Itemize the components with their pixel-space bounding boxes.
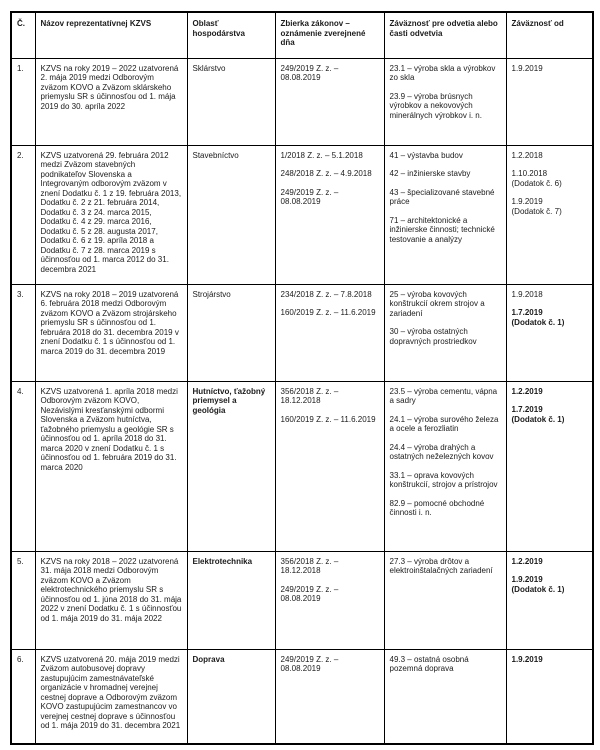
industry-entry: 23.1 – výroba skla a výrobkov zo skla xyxy=(389,63,496,82)
effective-date: 1.9.2018 xyxy=(511,289,543,299)
kzvs-name: KZVS na roky 2018 – 2019 uzatvorená 6. februára 2018 medzi Odborovým zväzom KOVO a Zväzom strojárskeho priemyslu SR s účinnosťou od 1. februára 2018 do 31. decembra 2019 v znení Dodatku č. 1 s účinnosťou od 1. marca 2019 do 31. decembra 2019 xyxy=(35,284,187,381)
effective-note: (Dodatok č. 6) xyxy=(511,178,562,188)
effective-date: 1.2.2019 xyxy=(511,386,543,396)
effective-cell xyxy=(506,58,593,145)
gazette-cell xyxy=(275,649,384,744)
effective-entry xyxy=(512,169,588,188)
industry-entry: 71 – architektonické a inžinierske činnosti; technické testovanie a analýzy xyxy=(389,215,495,244)
effective-entry xyxy=(512,557,588,567)
industries-cell xyxy=(384,58,506,145)
gazette-entry: 1/2018 Z. z. – 5.1.2018 xyxy=(280,150,363,160)
industry-entry: 41 – výstavba budov xyxy=(389,150,463,160)
effective-note: (Dodatok č. 1) xyxy=(511,584,565,594)
row-number: 3. xyxy=(11,284,35,381)
effective-date: 1.10.2018 xyxy=(511,169,548,178)
header-sector: Oblasť hospodárstva xyxy=(187,12,275,58)
header-industries: Záväznosť pre odvetia alebo časti odvetvia xyxy=(384,12,506,58)
gazette-entry: 249/2019 Z. z. – 08.08.2019 xyxy=(280,584,339,603)
effective-entry xyxy=(512,387,588,397)
effective-cell xyxy=(506,145,593,284)
industry-entry: 82.9 – pomocné obchodné činnosti i. n. xyxy=(389,498,485,517)
industries-cell xyxy=(384,649,506,744)
header-number: Č. xyxy=(11,12,35,58)
gazette-entry: 249/2019 Z. z. – 08.08.2019 xyxy=(280,63,339,82)
table-row xyxy=(11,381,593,551)
effective-entry xyxy=(512,151,588,161)
industry-entry: 42 – inžinierske stavby xyxy=(389,169,471,178)
effective-entry xyxy=(512,405,588,424)
industry-entry: 23.5 – výroba cementu, vápna a sadry xyxy=(389,386,498,405)
effective-date: 1.9.2019 xyxy=(511,654,543,664)
industry-entry: 43 – špecializované stavebné práce xyxy=(389,187,495,206)
effective-cell xyxy=(506,551,593,649)
table-row xyxy=(11,58,593,145)
sector: Elektrotechnika xyxy=(187,551,275,649)
effective-cell xyxy=(506,284,593,381)
industry-entry: 23.9 – výroba brúsnych výrobkov a nekovových minerálnych výrobkov i. n. xyxy=(389,91,482,120)
sector: Sklárstvo xyxy=(187,58,275,145)
effective-note: (Dodatok č. 7) xyxy=(511,206,562,216)
industries-cell xyxy=(384,145,506,284)
industry-entry: 30 – výroba ostatných dopravných prostriedkov xyxy=(389,327,477,346)
industry-entry: 24.1 – výroba surového železa a ocele a ferozliatin xyxy=(389,414,499,433)
gazette-entry: 356/2018 Z. z. – 18.12.2018 xyxy=(280,386,339,405)
industry-entry: 25 – výroba kovových konštrukcií okrem strojov a zariadení xyxy=(389,289,485,318)
kzvs-table xyxy=(10,11,594,745)
gazette-cell xyxy=(275,551,384,649)
kzvs-name: KZVS na roky 2019 – 2022 uzatvorená 2. mája 2019 medzi Odborovým zväzom KOVO a Zväzom sklárskeho priemyslu SR s účinnosťou od 1. mája 2019 do 30. apríla 2022 xyxy=(35,58,187,145)
table-row xyxy=(11,284,593,381)
industries-cell xyxy=(384,284,506,381)
sector: Doprava xyxy=(187,649,275,744)
kzvs-name: KZVS uzatvorená 1. apríla 2018 medzi Odborovým zväzom KOVO, Nezávislými kresťanskými odbormi Slovenska a Zväzom hutníctva, ťažobného priemyslu a geológie SR s účinnosťou od 1. apríla 2018 do 31. marca 2020 v znení Dodatku č. 1 s účinnosťou od 1. februára 2019 do 31. marca 2020 xyxy=(35,381,187,551)
effective-date: 1.9.2019 xyxy=(511,63,543,73)
industries-cell xyxy=(384,551,506,649)
kzvs-name: KZVS uzatvorená 20. mája 2019 medzi Zväzom autobusovej dopravy zastupujúcim zamestnávateľské organizácie v hromadnej verejnej cestnej doprave a Odborovým zväzom KOVO zastupujúcim zamestnancov vo verejnej cestnej doprave s účinnosťou od 1. mája 2019 do 31. decembra 2021 xyxy=(35,649,187,744)
effective-date: 1.7.2019 xyxy=(511,308,543,317)
kzvs-name: KZVS na roky 2018 – 2022 uzatvorená 31. mája 2018 medzi Odborovým zväzom KOVO a Zväzom elektrotechnického priemyslu SR s účinnosťou od 1. júna 2018 do 31. mája 2022 v znení Dodatku č. 1 s účinnosťou od 1. mája 2019 do 31. mája 2022 xyxy=(35,551,187,649)
effective-note: (Dodatok č. 1) xyxy=(511,414,565,424)
gazette-entry: 160/2019 Z. z. – 11.6.2019 xyxy=(280,308,376,317)
gazette-entry: 160/2019 Z. z. – 11.6.2019 xyxy=(280,414,376,424)
gazette-cell xyxy=(275,58,384,145)
sector: Strojárstvo xyxy=(187,284,275,381)
effective-entry xyxy=(512,575,588,594)
header-kzvs-name: Názov reprezentatívnej KZVS xyxy=(35,12,187,58)
header-gazette: Zbierka zákonov – oznámenie zverejnené dňa xyxy=(275,12,384,58)
effective-date: 1.2.2019 xyxy=(511,556,543,566)
gazette-entry: 356/2018 Z. z. – 18.12.2018 xyxy=(280,556,339,575)
gazette-entry: 234/2018 Z. z. – 7.8.2018 xyxy=(280,289,372,299)
row-number: 4. xyxy=(11,381,35,551)
effective-date: 1.2.2018 xyxy=(511,150,543,160)
effective-entry xyxy=(512,655,588,665)
industry-entry: 49.3 – ostatná osobná pozemná doprava xyxy=(389,654,469,673)
sector: Stavebníctvo xyxy=(187,145,275,284)
table-row xyxy=(11,649,593,744)
industry-entry: 24.4 – výroba drahých a ostatných neželezných kovov xyxy=(389,442,494,461)
effective-date: 1.7.2019 xyxy=(511,405,543,414)
effective-cell xyxy=(506,649,593,744)
industry-entry: 27.3 – výroba drôtov a elektroinštalačných zariadení xyxy=(389,556,493,575)
row-number: 5. xyxy=(11,551,35,649)
gazette-cell xyxy=(275,284,384,381)
gazette-cell xyxy=(275,145,384,284)
effective-entry xyxy=(512,290,588,300)
sector: Hutníctvo, ťažobný priemysel a geológia xyxy=(187,381,275,551)
effective-entry xyxy=(512,197,588,216)
industry-entry: 33.1 – oprava kovových konštrukcií, strojov a prístrojov xyxy=(389,470,498,489)
effective-date: 1.9.2019 xyxy=(511,197,543,206)
effective-cell xyxy=(506,381,593,551)
row-number: 6. xyxy=(11,649,35,744)
header-effective-from: Záväznosť od xyxy=(506,12,593,58)
table-row xyxy=(11,551,593,649)
gazette-cell xyxy=(275,381,384,551)
effective-note: (Dodatok č. 1) xyxy=(511,317,565,327)
effective-date: 1.9.2019 xyxy=(511,575,543,584)
gazette-entry: 249/2019 Z. z. – 08.08.2019 xyxy=(280,654,339,673)
gazette-entry: 249/2019 Z. z. – 08.08.2019 xyxy=(280,187,339,206)
effective-entry xyxy=(512,308,588,327)
gazette-entry: 248/2018 Z. z. – 4.9.2018 xyxy=(280,169,372,178)
row-number: 1. xyxy=(11,58,35,145)
table-row xyxy=(11,145,593,284)
table-header-row xyxy=(11,12,593,58)
row-number: 2. xyxy=(11,145,35,284)
effective-entry xyxy=(512,64,588,74)
kzvs-name: KZVS uzatvorená 29. februára 2012 medzi Zväzom stavebných podnikateľov Slovenska a Integrovaným odborovým zväzom v znení Dodatku č. 1 z 19. februára 2013, Dodatku č. 2 z 21. februára 2014, Dodatku č. 3 z 24. marca 2015, Dodatku č. 4 z 29. marca 2016, Dodatku č. 5 z 28. augusta 2017, Dodatku č. 6 z 19. apríla 2018 a Dodatku č. 7 z 28. marca 2019 s účinnosťou od 1. marca 2012 do 31. decembra 2021 xyxy=(35,145,187,284)
industries-cell xyxy=(384,381,506,551)
